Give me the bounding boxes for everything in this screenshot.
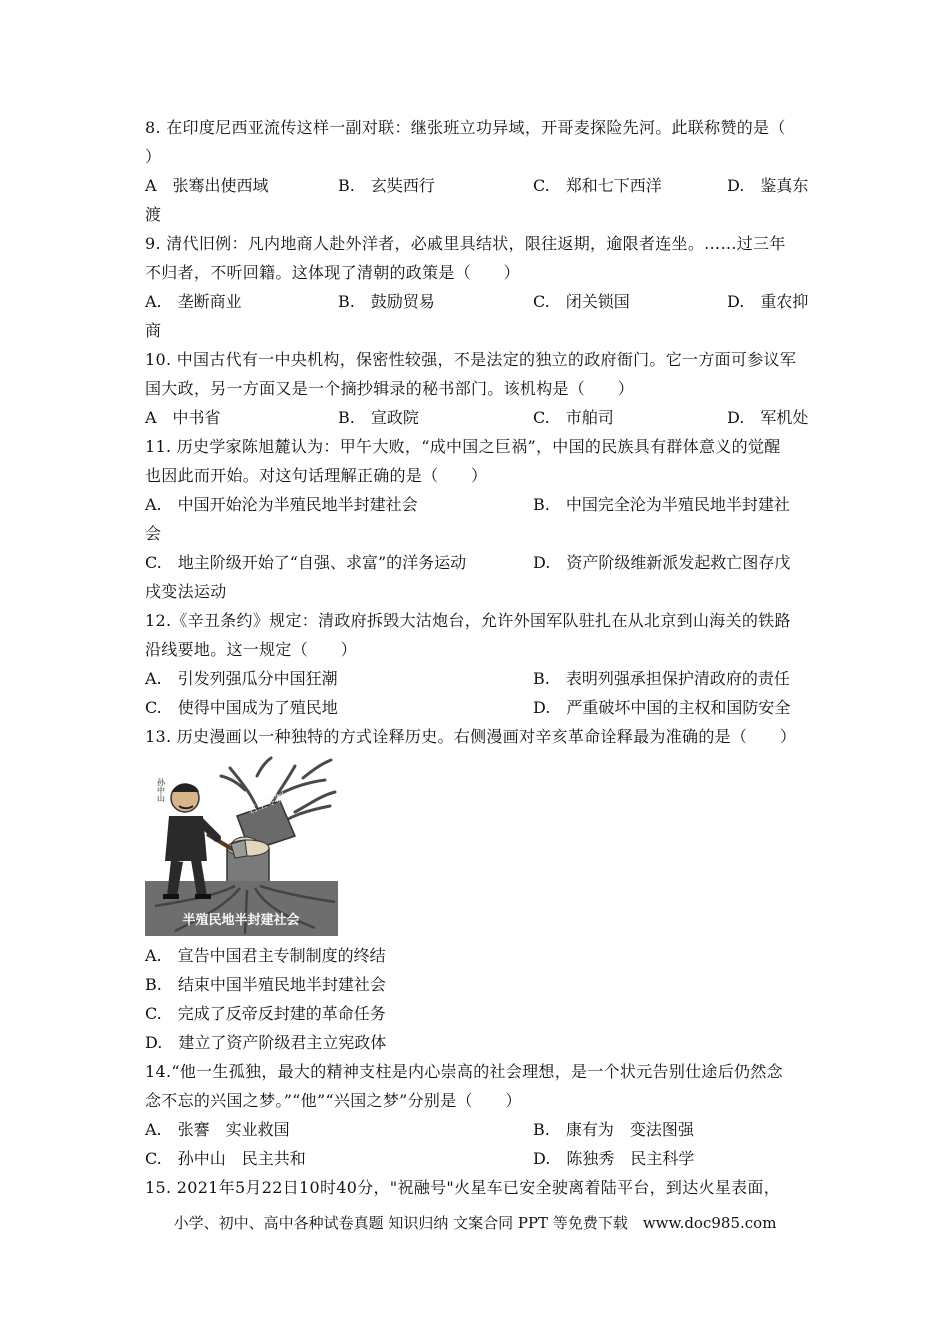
q8-option-d[interactable]: D. 鉴真东 [727,176,809,195]
q11-option-b-wrap: 会 [145,524,162,543]
q15-stem-line1: 15. 2021年5月22日10时40分，"祝融号"火星车已安全驶离着陆平台，到达火星表面， [145,1178,781,1197]
q9-option-a[interactable]: A. 垄断商业 [145,292,242,311]
q10-option-d[interactable]: D. 军机处 [727,408,809,427]
q10-stem-line2: 国大政，另一方面又是一个摘抄辑录的秘书部门。该机构是（ ） [145,379,635,398]
q8-stem-line1: 8. 在印度尼西亚流传这样一副对联：继张班立功异域，开哥麦探险先河。此联称赞的是（ [145,118,786,137]
q9-option-b[interactable]: B. 鼓励贸易 [338,292,435,311]
q13-option-b[interactable]: B. 结束中国半殖民地半封建社会 [145,975,386,994]
q12-option-a[interactable]: A. 引发列强瓜分中国狂潮 [145,669,338,688]
cartoon-roots-label: 半殖民地半封建社会 [182,913,300,928]
q13-cartoon [145,756,338,936]
q10-option-c[interactable]: C. 市舶司 [533,408,614,427]
q9-stem-line1: 9. 清代旧例：凡内地商人赴外洋者，必戚里具结状，限往返期，逾限者连坐。……过三年 [145,234,786,253]
q10-option-b[interactable]: B. 宣政院 [338,408,419,427]
q8-option-c[interactable]: C. 郑和七下西洋 [533,176,662,195]
q11-option-d[interactable]: D. 资产阶级维新派发起救亡图存戊 [533,553,791,572]
q14-option-b[interactable]: B. 康有为 变法图强 [533,1120,694,1139]
q14-option-d[interactable]: D. 陈独秀 民主科学 [533,1149,695,1168]
q12-stem-line1: 12.《辛丑条约》规定：清政府拆毁大沽炮台，允许外国军队驻扎在从北京到山海关的铁路 [145,611,791,630]
q14-option-c[interactable]: C. 孙中山 民主共和 [145,1149,306,1168]
q8-stem-line2: ） [145,147,162,166]
q9-option-c[interactable]: C. 闭关锁国 [533,292,630,311]
q14-option-a[interactable]: A. 张謇 实业救国 [145,1120,290,1139]
q11-stem-line2: 也因此而开始。对这句话理解正确的是（ ） [145,466,488,485]
q8-option-d-wrap: 渡 [145,205,162,224]
q14-stem-line2: 念不忘的兴国之梦。”“他”“兴国之梦”分别是（ ） [145,1091,522,1110]
cartoon-person-label: 孙中山 [156,778,166,802]
q11-option-a[interactable]: A. 中国开始沦为半殖民地半封建社会 [145,495,418,514]
q12-option-d[interactable]: D. 严重破坏中国的主权和国防安全 [533,698,791,717]
q9-option-d-wrap: 商 [145,321,162,340]
cartoon-trunk-label: 君主专制 [246,791,288,817]
q13-option-a[interactable]: A. 宣告中国君主专制制度的终结 [145,946,386,965]
q8-option-b[interactable]: B. 玄奘西行 [338,176,435,195]
q9-stem-line2: 不归者，不听回籍。这体现了清朝的政策是（ ） [145,263,520,282]
q13-stem-line1: 13. 历史漫画以一种独特的方式诠释历史。右侧漫画对辛亥革命诠释最为准确的是（ ） [145,727,797,746]
q11-option-d-wrap: 戌变法运动 [145,582,227,601]
q12-option-c[interactable]: C. 使得中国成为了殖民地 [145,698,338,717]
q11-stem-line1: 11. 历史学家陈旭麓认为：甲午大败，“成中国之巨祸”，中国的民族具有群体意义的觉醒 [145,437,781,456]
q12-stem-line2: 沿线要地。这一规定（ ） [145,640,357,659]
q12-option-b[interactable]: B. 表明列强承担保护清政府的责任 [533,669,790,688]
page-footer: 小学、初中、高中各种试卷真题 知识归纳 文案合同 PPT 等免费下载 www.doc985.com [173,1214,777,1232]
q10-option-a[interactable]: A 中书省 [145,408,221,427]
q13-option-d[interactable]: D. 建立了资产阶级君主立宪政体 [145,1033,387,1052]
q11-option-b[interactable]: B. 中国完全沦为半殖民地半封建社 [533,495,790,514]
q11-option-c[interactable]: C. 地主阶级开始了“自强、求富”的洋务运动 [145,553,467,572]
q10-stem-line1: 10. 中国古代有一中央机构，保密性较强，不是法定的独立的政府衙门。它一方面可参议军 [145,350,797,369]
q14-stem-line1: 14.“他一生孤独，最大的精神支柱是内心崇高的社会理想，是一个状元告别仕途后仍然念 [145,1062,783,1081]
q13-option-c[interactable]: C. 完成了反帝反封建的革命任务 [145,1004,386,1023]
q9-option-d[interactable]: D. 重农抑 [727,292,809,311]
q8-option-a[interactable]: A 张骞出使西域 [145,176,269,195]
